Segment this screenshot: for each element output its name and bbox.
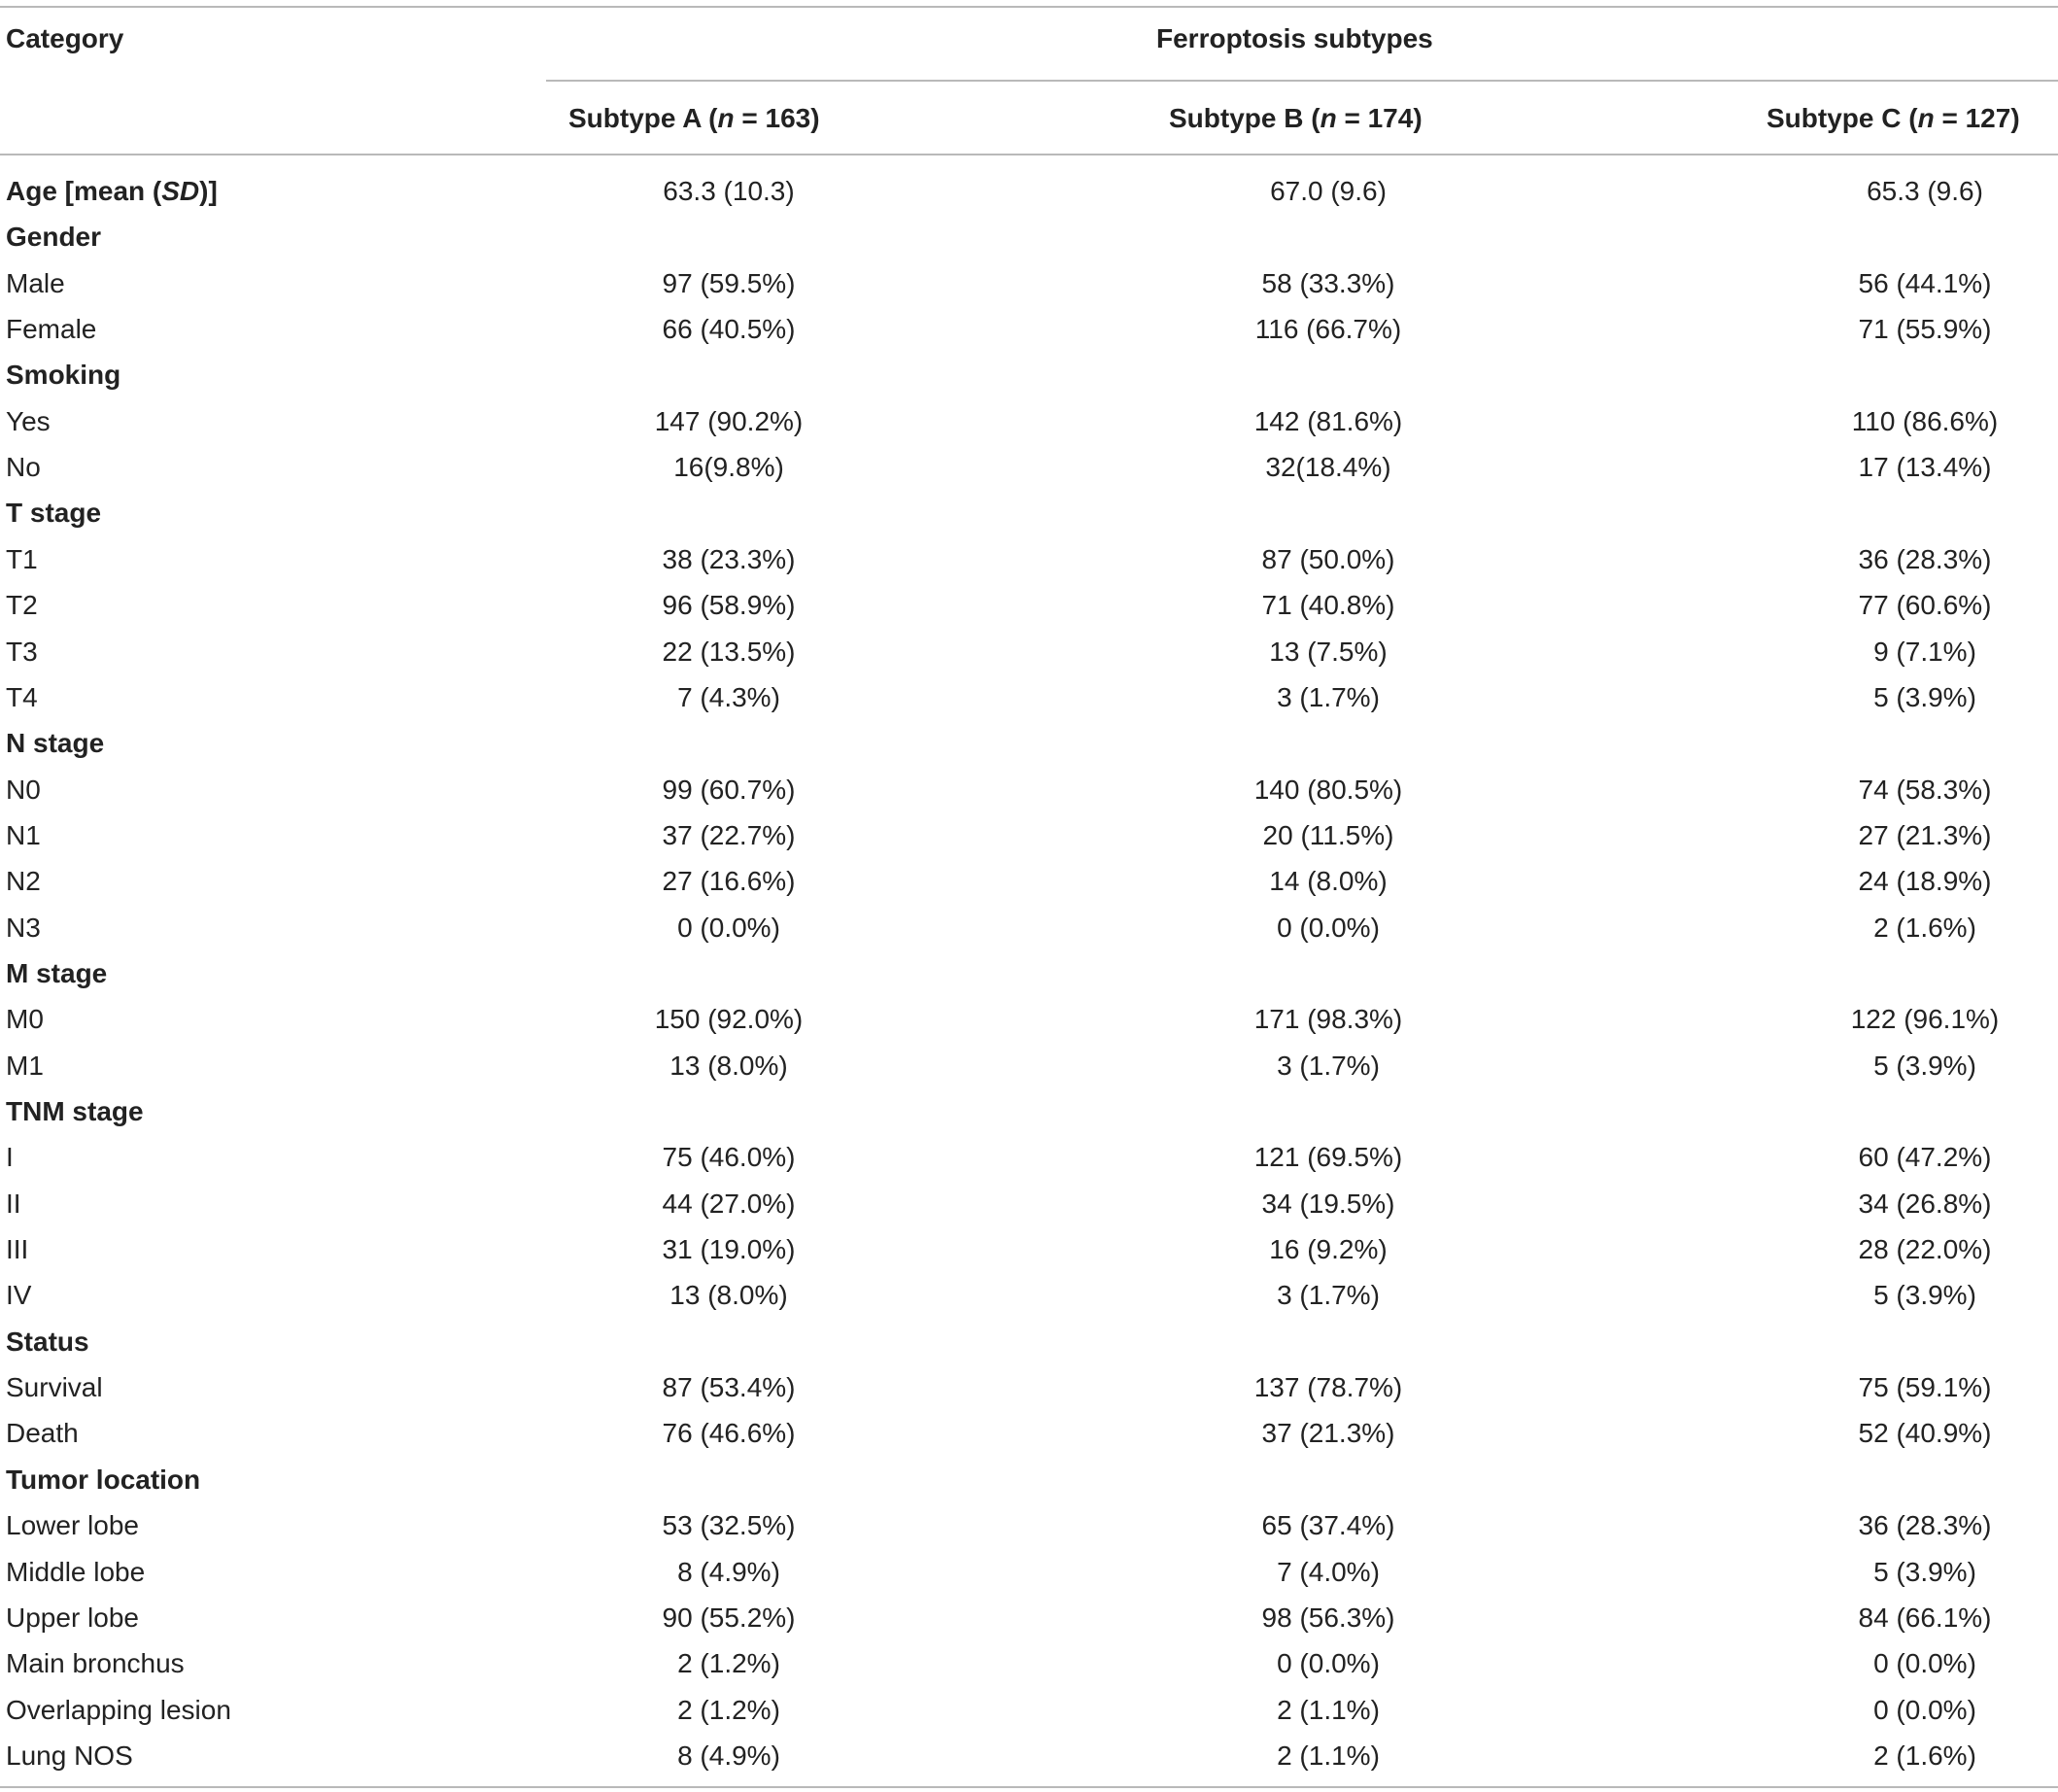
subtype-b-value: 37 (21.3%) bbox=[1261, 1418, 1395, 1449]
subtype-a-n-value: = 163 bbox=[734, 103, 811, 133]
subtype-a-n-label: n bbox=[717, 103, 735, 133]
row-label: T2 bbox=[6, 590, 38, 621]
subtype-c-value: 5 (3.9%) bbox=[1873, 1050, 1976, 1081]
subtype-a-value: 44 (27.0%) bbox=[662, 1188, 796, 1219]
table-row bbox=[0, 1133, 2058, 1179]
subtype-b-n-label: n bbox=[1320, 103, 1337, 133]
section-row bbox=[0, 1456, 2058, 1501]
subtype-a-value: 27 (16.6%) bbox=[662, 866, 796, 897]
section-label: TNM stage bbox=[6, 1096, 144, 1126]
subtype-b-value: 0 (0.0%) bbox=[1277, 912, 1380, 943]
subtype-a-value: 13 (8.0%) bbox=[669, 1280, 788, 1311]
table-bottom-rule bbox=[0, 1786, 2058, 1788]
row-label: Main bronchus bbox=[6, 1648, 185, 1679]
subtype-c-n-label: n bbox=[1917, 103, 1935, 133]
subtype-a-value: 22 (13.5%) bbox=[662, 636, 796, 667]
section-label: T stage bbox=[6, 498, 102, 529]
subtype-b-value: 16 (9.2%) bbox=[1269, 1234, 1388, 1265]
row-label: N2 bbox=[6, 866, 41, 897]
subtype-c-value: 52 (40.9%) bbox=[1858, 1418, 1992, 1449]
row-label: III bbox=[6, 1234, 29, 1265]
row-label: Yes bbox=[6, 405, 51, 436]
table-row bbox=[0, 857, 2058, 903]
subtype-b-header: Subtype B (n = 174) bbox=[1169, 103, 1423, 133]
row-label: Upper lobe bbox=[6, 1602, 139, 1633]
subtype-b-value: 3 (1.7%) bbox=[1277, 681, 1380, 712]
section-label: M stage bbox=[6, 957, 108, 988]
subtype-b-value: 65 (37.4%) bbox=[1261, 1510, 1395, 1541]
row-label: Death bbox=[6, 1418, 79, 1449]
table-row bbox=[0, 1409, 2058, 1455]
subtype-b-value: 2 (1.1%) bbox=[1277, 1694, 1380, 1725]
group-header-rule bbox=[546, 80, 2058, 82]
row-label: N1 bbox=[6, 819, 41, 850]
subtype-b-value: 7 (4.0%) bbox=[1277, 1556, 1380, 1587]
subtype-a-value: 96 (58.9%) bbox=[662, 590, 796, 621]
subtype-c-n-value: = 127 bbox=[1934, 103, 2011, 133]
table-row bbox=[0, 1363, 2058, 1409]
category-header: Category bbox=[6, 23, 124, 53]
subtype-a-value: 76 (46.6%) bbox=[662, 1418, 796, 1449]
subtype-b-value: 137 (78.7%) bbox=[1253, 1372, 1403, 1403]
subtype-c-value: 5 (3.9%) bbox=[1873, 1280, 1976, 1311]
table-row bbox=[0, 1225, 2058, 1271]
section-label: Gender bbox=[6, 222, 102, 253]
subtype-c-value: 24 (18.9%) bbox=[1858, 866, 1992, 897]
subtype-c-value: 9 (7.1%) bbox=[1873, 636, 1976, 667]
subtype-c-value: 84 (66.1%) bbox=[1858, 1602, 1992, 1633]
subtype-c-value: 122 (96.1%) bbox=[1850, 1004, 2000, 1035]
subtype-b-value: 67.0 (9.6) bbox=[1270, 176, 1387, 206]
subtype-b-value: 2 (1.1%) bbox=[1277, 1740, 1380, 1771]
section-row bbox=[0, 167, 2058, 213]
table-row bbox=[0, 1548, 2058, 1594]
section-label: Tumor location bbox=[6, 1464, 201, 1495]
subtype-b-value: 98 (56.3%) bbox=[1261, 1602, 1395, 1633]
subtype-c-value: 28 (22.0%) bbox=[1858, 1234, 1992, 1265]
row-label: II bbox=[6, 1188, 21, 1219]
subtype-a-value: 16(9.8%) bbox=[673, 452, 784, 483]
subtype-b-value: 3 (1.7%) bbox=[1277, 1050, 1380, 1081]
row-label: M1 bbox=[6, 1050, 44, 1081]
table-row bbox=[0, 581, 2058, 627]
row-label: T4 bbox=[6, 681, 38, 712]
subtype-b-value: 14 (8.0%) bbox=[1269, 866, 1388, 897]
table-row bbox=[0, 1594, 2058, 1639]
section-label: Smoking bbox=[6, 360, 121, 391]
subtype-a-value: 0 (0.0%) bbox=[677, 912, 780, 943]
subtype-b-n-value: = 174 bbox=[1336, 103, 1414, 133]
row-label: No bbox=[6, 452, 41, 483]
subtype-c-value: 27 (21.3%) bbox=[1858, 819, 1992, 850]
age-label-prefix: Age [mean ( bbox=[6, 176, 162, 206]
row-label: IV bbox=[6, 1280, 32, 1311]
subtype-a-value: 147 (90.2%) bbox=[654, 405, 804, 436]
ferroptosis-subtypes-header: Ferroptosis subtypes bbox=[1156, 23, 1433, 53]
row-label: Overlapping lesion bbox=[6, 1694, 231, 1725]
subtype-a-value: 63.3 (10.3) bbox=[663, 176, 795, 206]
row-label: T1 bbox=[6, 543, 38, 574]
subtype-a-value: 150 (92.0%) bbox=[654, 1004, 804, 1035]
subtype-c-value: 36 (28.3%) bbox=[1858, 543, 1992, 574]
subtype-b-name: Subtype B bbox=[1169, 103, 1304, 133]
row-label: Survival bbox=[6, 1372, 103, 1403]
subtype-a-value: 8 (4.9%) bbox=[677, 1556, 780, 1587]
subtype-a-value: 2 (1.2%) bbox=[677, 1648, 780, 1679]
row-label: Lower lobe bbox=[6, 1510, 139, 1541]
row-label: M0 bbox=[6, 1004, 44, 1035]
table-row bbox=[0, 1686, 2058, 1732]
subtype-a-value: 87 (53.4%) bbox=[662, 1372, 796, 1403]
table-row bbox=[0, 766, 2058, 811]
table-row bbox=[0, 443, 2058, 489]
subtype-c-value: 0 (0.0%) bbox=[1873, 1648, 1976, 1679]
subtype-b-value: 142 (81.6%) bbox=[1253, 405, 1403, 436]
subtype-c-value: 60 (47.2%) bbox=[1858, 1142, 1992, 1173]
row-label: Lung NOS bbox=[6, 1740, 133, 1771]
row-label: N3 bbox=[6, 912, 41, 943]
subtype-a-value: 37 (22.7%) bbox=[662, 819, 796, 850]
subtype-b-value: 34 (19.5%) bbox=[1261, 1188, 1395, 1219]
subtype-c-value: 5 (3.9%) bbox=[1873, 681, 1976, 712]
table-row bbox=[0, 397, 2058, 443]
table-top-rule bbox=[0, 6, 2058, 8]
subtype-c-value: 75 (59.1%) bbox=[1858, 1372, 1992, 1403]
subtype-c-value: 17 (13.4%) bbox=[1858, 452, 1992, 483]
age-label-suffix: )] bbox=[199, 176, 218, 206]
subtype-c-value: 71 (55.9%) bbox=[1858, 314, 1992, 345]
subtype-a-value: 2 (1.2%) bbox=[677, 1694, 780, 1725]
subtype-c-value: 36 (28.3%) bbox=[1858, 1510, 1992, 1541]
subtype-a-name: Subtype A bbox=[568, 103, 702, 133]
section-row bbox=[0, 1318, 2058, 1363]
subtype-c-value: 110 (86.6%) bbox=[1851, 405, 1999, 436]
subtype-b-value: 140 (80.5%) bbox=[1253, 774, 1403, 805]
row-label: Middle lobe bbox=[6, 1556, 146, 1587]
subtype-a-value: 31 (19.0%) bbox=[662, 1234, 796, 1265]
table-row bbox=[0, 673, 2058, 719]
subtype-a-value: 8 (4.9%) bbox=[677, 1740, 780, 1771]
section-label: Status bbox=[6, 1326, 89, 1357]
subtype-a-value: 7 (4.3%) bbox=[677, 681, 780, 712]
subtype-c-value: 2 (1.6%) bbox=[1873, 1740, 1976, 1771]
subtype-c-value: 34 (26.8%) bbox=[1858, 1188, 1992, 1219]
subtype-c-value: 0 (0.0%) bbox=[1873, 1694, 1976, 1725]
section-row bbox=[0, 213, 2058, 258]
table-row bbox=[0, 535, 2058, 581]
subtype-b-value: 71 (40.8%) bbox=[1261, 590, 1395, 621]
age-label-sd: SD bbox=[161, 176, 200, 206]
subtype-c-value: 56 (44.1%) bbox=[1858, 267, 1992, 298]
subtype-c-value: 74 (58.3%) bbox=[1858, 774, 1992, 805]
subtype-c-value: 77 (60.6%) bbox=[1858, 590, 1992, 621]
subtype-b-value: 58 (33.3%) bbox=[1261, 267, 1395, 298]
section-row bbox=[0, 351, 2058, 396]
table-row bbox=[0, 1501, 2058, 1547]
subtype-a-value: 53 (32.5%) bbox=[662, 1510, 796, 1541]
subtype-b-value: 20 (11.5%) bbox=[1262, 819, 1394, 850]
subtype-c-name: Subtype C bbox=[1766, 103, 1902, 133]
section-label: N stage bbox=[6, 728, 105, 759]
row-label: Female bbox=[6, 314, 97, 345]
table-row bbox=[0, 1639, 2058, 1685]
subtype-a-value: 66 (40.5%) bbox=[662, 314, 796, 345]
subtype-a-value: 99 (60.7%) bbox=[662, 774, 796, 805]
row-label: I bbox=[6, 1142, 14, 1173]
subtype-c-value: 65.3 (9.6) bbox=[1867, 176, 1983, 206]
section-row bbox=[0, 949, 2058, 995]
subtype-a-value: 13 (8.0%) bbox=[669, 1050, 788, 1081]
subtype-c-value: 5 (3.9%) bbox=[1873, 1556, 1976, 1587]
age-label bbox=[6, 176, 218, 207]
subtype-c-value: 2 (1.6%) bbox=[1873, 912, 1976, 943]
subtype-a-value: 38 (23.3%) bbox=[662, 543, 796, 574]
table-row bbox=[0, 628, 2058, 673]
subtype-a-value: 90 (55.2%) bbox=[662, 1602, 796, 1633]
subtype-c-header: Subtype C (n = 127) bbox=[1766, 103, 2020, 133]
section-row bbox=[0, 489, 2058, 534]
subtype-b-value: 171 (98.3%) bbox=[1253, 1004, 1403, 1035]
subtype-a-header: Subtype A (n = 163) bbox=[568, 103, 820, 133]
subtype-b-value: 13 (7.5%) bbox=[1269, 636, 1388, 667]
table-row bbox=[0, 904, 2058, 949]
header-bottom-rule bbox=[0, 154, 2058, 155]
subtype-b-value: 121 (69.5%) bbox=[1253, 1142, 1403, 1173]
subtype-b-value: 116 (66.7%) bbox=[1254, 314, 1402, 345]
table-row bbox=[0, 1180, 2058, 1225]
section-row bbox=[0, 719, 2058, 765]
table-row bbox=[0, 1042, 2058, 1087]
subtype-a-value: 97 (59.5%) bbox=[662, 267, 796, 298]
table-row bbox=[0, 1732, 2058, 1777]
row-label: Male bbox=[6, 267, 65, 298]
table-row bbox=[0, 811, 2058, 857]
section-row bbox=[0, 1087, 2058, 1133]
subtype-b-value: 87 (50.0%) bbox=[1261, 543, 1395, 574]
subtype-a-value: 75 (46.0%) bbox=[662, 1142, 796, 1173]
table-row bbox=[0, 259, 2058, 305]
table-row bbox=[0, 305, 2058, 351]
subtype-b-value: 3 (1.7%) bbox=[1277, 1280, 1380, 1311]
row-label: T3 bbox=[6, 636, 38, 667]
subtype-b-value: 32(18.4%) bbox=[1265, 452, 1391, 483]
subtype-b-value: 0 (0.0%) bbox=[1277, 1648, 1380, 1679]
table-row bbox=[0, 995, 2058, 1041]
table-row bbox=[0, 1271, 2058, 1317]
row-label: N0 bbox=[6, 774, 41, 805]
